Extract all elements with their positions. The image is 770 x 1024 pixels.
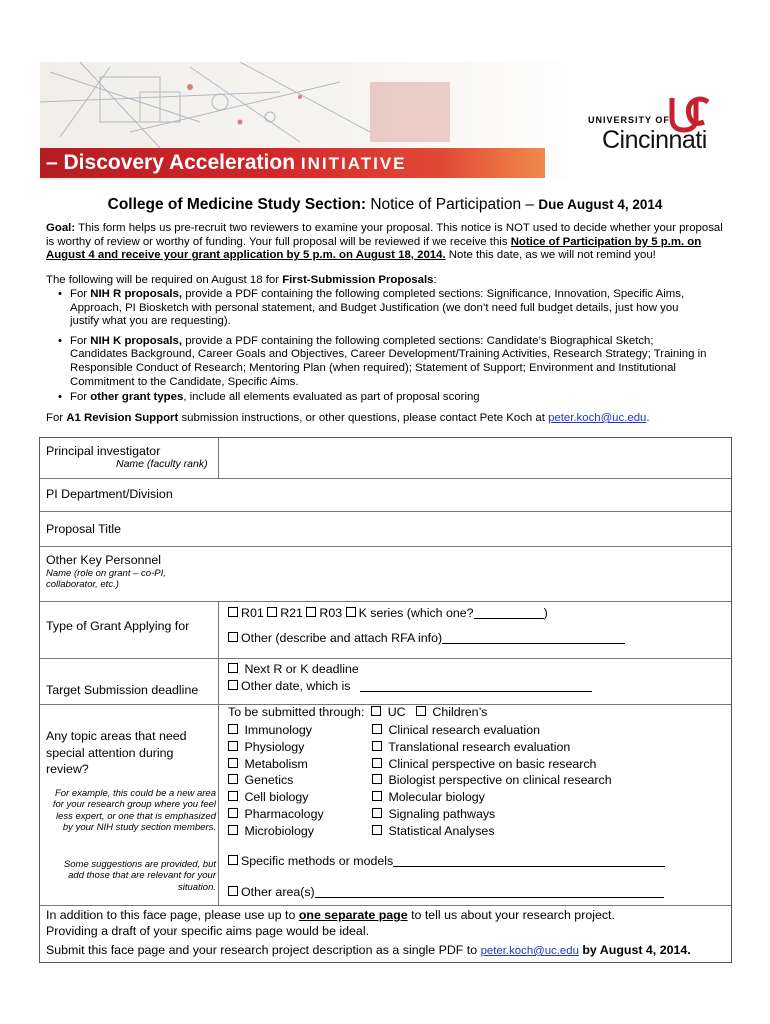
topic-checkbox[interactable] (372, 825, 382, 835)
topic-label: Cell biology (244, 790, 309, 805)
topic-label: Pharmacology (244, 806, 324, 821)
goal-reminder: Note this date, as we will not remind you! (445, 249, 656, 262)
topics-right-column (372, 722, 612, 840)
other-areas-field[interactable] (315, 885, 664, 898)
topics-left-column (228, 722, 324, 840)
university-of-text: UNIVERSITY OF (588, 115, 670, 125)
goal-paragraph (46, 222, 732, 263)
key-personnel-label: Other Key Personnel (46, 553, 162, 567)
submitted-through-label: To be submitted through: (228, 705, 365, 719)
key-personnel-sublabel: Name (role on grant – co-PI, collaborator, etc.) (46, 568, 166, 591)
footer1-pre: In addition to this face page, please use up to (46, 908, 299, 922)
other-date-label: Other date, which is (241, 679, 351, 693)
topic-label: Translational research evaluation (388, 739, 571, 754)
topic-checkbox[interactable] (228, 825, 238, 835)
row-divider (40, 601, 731, 602)
pi-sublabel: Name (faculty rank) (116, 458, 208, 470)
proposal-title-label: Proposal Title (46, 522, 122, 536)
topic-checkbox[interactable] (228, 724, 238, 734)
topic-label: Clinical perspective on basic research (388, 756, 597, 771)
topic-statistical-analyses (372, 823, 612, 840)
topic-checkbox[interactable] (372, 808, 382, 818)
r01-checkbox[interactable] (228, 607, 238, 617)
topic-metabolism (228, 756, 324, 773)
contact-bold: A1 Revision Support (66, 412, 179, 424)
other-areas-checkbox[interactable] (228, 886, 238, 896)
topic-checkbox[interactable] (372, 758, 382, 768)
contact-pre: For (46, 412, 67, 424)
topic-genetics (228, 772, 324, 789)
uc-label: UC (387, 705, 406, 719)
topic-biologist-perspective (372, 772, 612, 789)
university-name-logotype: Cincinnati (602, 126, 707, 154)
goal-deadline: Notice of Participation by 5 p.m. on August 4 and receive your grant application by 5 p.m. on August 18, 2014. (46, 235, 702, 262)
topic-physiology (228, 739, 324, 756)
row-divider (40, 546, 731, 547)
specific-methods-option (228, 854, 665, 868)
item-text: , include all elements evaluated as part of proposal scoring (183, 391, 480, 404)
deadline-label: Target Submission deadline (46, 683, 199, 697)
grant-other-label: Other (describe and attach RFA info) (241, 631, 443, 645)
item-pre: For (70, 334, 91, 347)
banner-diagram-graphic (40, 62, 600, 148)
k-series-label: K series (which one? (358, 606, 474, 620)
topic-label: Biologist perspective on clinical research (388, 773, 612, 788)
topic-signaling-pathways (372, 806, 612, 823)
pi-label: Principal investigator (46, 444, 161, 458)
item-text: provide a PDF containing the following completed sections: Candidate’s Biographical Sketch; Candidates Background, Career Goals and Objectives, Career Development/Training Activities, Research Strategy; Training in Responsible Conduct of Research; Mentoring Plan (when required); Statement of Support; Environment and Institutional Commitment to the Candidate, Specific Aims. (70, 334, 707, 388)
header-banner (40, 62, 730, 180)
topic-label: Immunology (244, 723, 312, 737)
uc-checkbox[interactable] (371, 706, 381, 716)
topic-label: Microbiology (244, 823, 315, 838)
topic-label: Molecular biology (388, 790, 485, 805)
k-series-checkbox[interactable] (346, 607, 356, 617)
footer3-pre: Submit this face page and your research project description as a single PDF to (46, 943, 481, 957)
footer1-bold: one separate page (298, 908, 408, 922)
requirements-intro (46, 274, 732, 288)
pi-name-field[interactable] (220, 439, 730, 477)
topic-label: Clinical research evaluation (388, 723, 540, 737)
column-divider (218, 438, 219, 479)
k-series-field[interactable] (474, 606, 544, 619)
topic-checkbox[interactable] (228, 791, 238, 801)
column-divider (218, 601, 219, 906)
banner-title-main: Discovery Acceleration (63, 151, 296, 174)
r03-label: R03 (319, 606, 343, 620)
goal-label: Goal: (46, 222, 76, 234)
childrens-checkbox[interactable] (416, 706, 426, 716)
specific-methods-field[interactable] (393, 854, 665, 867)
title-dash: – (521, 196, 539, 213)
footer-email-link[interactable]: peter.koch@uc.edu (480, 945, 579, 957)
topic-label: Physiology (244, 739, 305, 754)
footer-line-2: Providing a draft of your specific aims page would be ideal. (46, 923, 370, 938)
k-series-close: ) (543, 606, 548, 620)
key-personnel-field[interactable] (220, 548, 730, 600)
footer-line-3 (46, 943, 726, 960)
banner-dash-mark: – (46, 151, 64, 174)
list-item (46, 288, 710, 329)
childrens-label: Children’s (432, 705, 488, 719)
deadline-other-option (228, 679, 592, 693)
specific-methods-label: Specific methods or models (241, 854, 394, 868)
grant-type-label: Type of Grant Applying for (46, 619, 190, 633)
topic-pharmacology (228, 806, 324, 823)
topic-microbiology (228, 823, 324, 840)
requirements-list (46, 288, 710, 405)
r03-checkbox[interactable] (306, 607, 316, 617)
contact-end: . (646, 412, 650, 424)
goal-text: This form helps us pre-recruit two reviewers to examine your proposal. This notice is NOT used to decide whether your proposal is worthy of review or worthy of funding. Your full proposal will be reviewed if we receive this (46, 222, 723, 248)
other-areas-label: Other area(s) (241, 885, 315, 899)
row-divider (40, 704, 218, 705)
list-item (46, 335, 710, 389)
topic-translational-research (372, 739, 612, 756)
topic-checkbox[interactable] (228, 741, 238, 751)
topic-checkbox[interactable] (372, 741, 382, 751)
grant-other-field[interactable] (442, 631, 625, 644)
topic-checkbox[interactable] (372, 791, 382, 801)
list-item (46, 391, 710, 405)
title-bold: College of Medicine Study Section: (107, 196, 366, 213)
requirements-intro-bold: First-Submission Proposals (282, 274, 434, 286)
topic-areas-label: Any topic areas that need special attention during review? (46, 729, 187, 776)
specific-methods-checkbox[interactable] (228, 855, 238, 865)
topic-suggestion-note: Some suggestions are provided, but add those that are relevant for your situation. (63, 859, 216, 893)
submitted-through-row (228, 705, 487, 719)
topic-molecular-biology (372, 789, 612, 806)
proposal-title-field[interactable] (220, 513, 730, 545)
topic-checkbox[interactable] (372, 774, 382, 784)
banner-title-initiative: INITIATIVE (300, 154, 407, 173)
topic-checkbox[interactable] (228, 758, 238, 768)
next-deadline-checkbox[interactable] (228, 663, 238, 673)
footer3-bold: by August 4, 2014. (578, 943, 691, 957)
item-bold: other grant types (90, 391, 184, 404)
item-bold: NIH R proposals, (90, 288, 183, 300)
row-divider (40, 905, 731, 906)
topic-checkbox[interactable] (228, 808, 238, 818)
topic-clinical-perspective (372, 756, 612, 773)
item-bold: NIH K proposals, (90, 334, 183, 347)
topic-checkbox[interactable] (372, 724, 382, 734)
topic-immunology (228, 722, 324, 739)
footer-line-1 (46, 908, 726, 924)
topic-example-note: For example, this could be a new area for your research group where you feel less expert, or one that is emphasized by your NIH study section members. (52, 788, 216, 834)
footer1-post: to tell us about your research project. (407, 908, 615, 922)
row-divider (40, 658, 731, 659)
form-footer (46, 908, 726, 960)
other-date-field[interactable] (360, 679, 592, 692)
banner-title (46, 148, 407, 178)
grant-other-option (228, 631, 625, 645)
item-text: provide a PDF containing the following completed sections: Significance, Innovation, Specific Aims, Approach, PI Biosketch with personal statement, and Budget Justification (we don’t need full budget details, just how you justify what you are requesting). (70, 288, 685, 328)
r21-label: R21 (280, 606, 303, 620)
requirements-intro-end: : (433, 274, 437, 286)
row-divider (40, 511, 731, 512)
participation-form (39, 437, 732, 963)
contact-text: submission instructions, or other questions, please contact Pete Koch at (178, 412, 549, 424)
topic-label: Genetics (244, 773, 294, 788)
deadline-next-option (228, 662, 359, 676)
item-pre: For (70, 288, 91, 300)
topic-clinical-research (372, 722, 612, 739)
grant-type-options (228, 606, 548, 620)
topic-cell-biology (228, 789, 324, 806)
item-pre: For (70, 391, 91, 404)
r21-checkbox[interactable] (267, 607, 277, 617)
page-title (0, 196, 770, 214)
department-label: PI Department/Division (46, 487, 173, 501)
contact-line (46, 412, 732, 426)
due-date: Due August 4, 2014 (538, 197, 663, 212)
topic-label: Signaling pathways (388, 806, 496, 821)
topic-checkbox[interactable] (228, 774, 238, 784)
title-normal: Notice of Participation (370, 196, 522, 213)
other-areas-option (228, 885, 664, 899)
topic-label: Statistical Analyses (388, 823, 495, 838)
next-deadline-label: Next R or K deadline (244, 662, 359, 676)
r01-label: R01 (241, 606, 264, 620)
requirements-intro-text: The following will be required on August 18 for (46, 274, 283, 286)
topic-label: Metabolism (244, 756, 308, 771)
other-date-checkbox[interactable] (228, 680, 238, 690)
department-field[interactable] (220, 480, 730, 510)
contact-email-link[interactable]: peter.koch@uc.edu (548, 412, 647, 424)
row-divider (40, 478, 731, 479)
grant-other-checkbox[interactable] (228, 632, 238, 642)
